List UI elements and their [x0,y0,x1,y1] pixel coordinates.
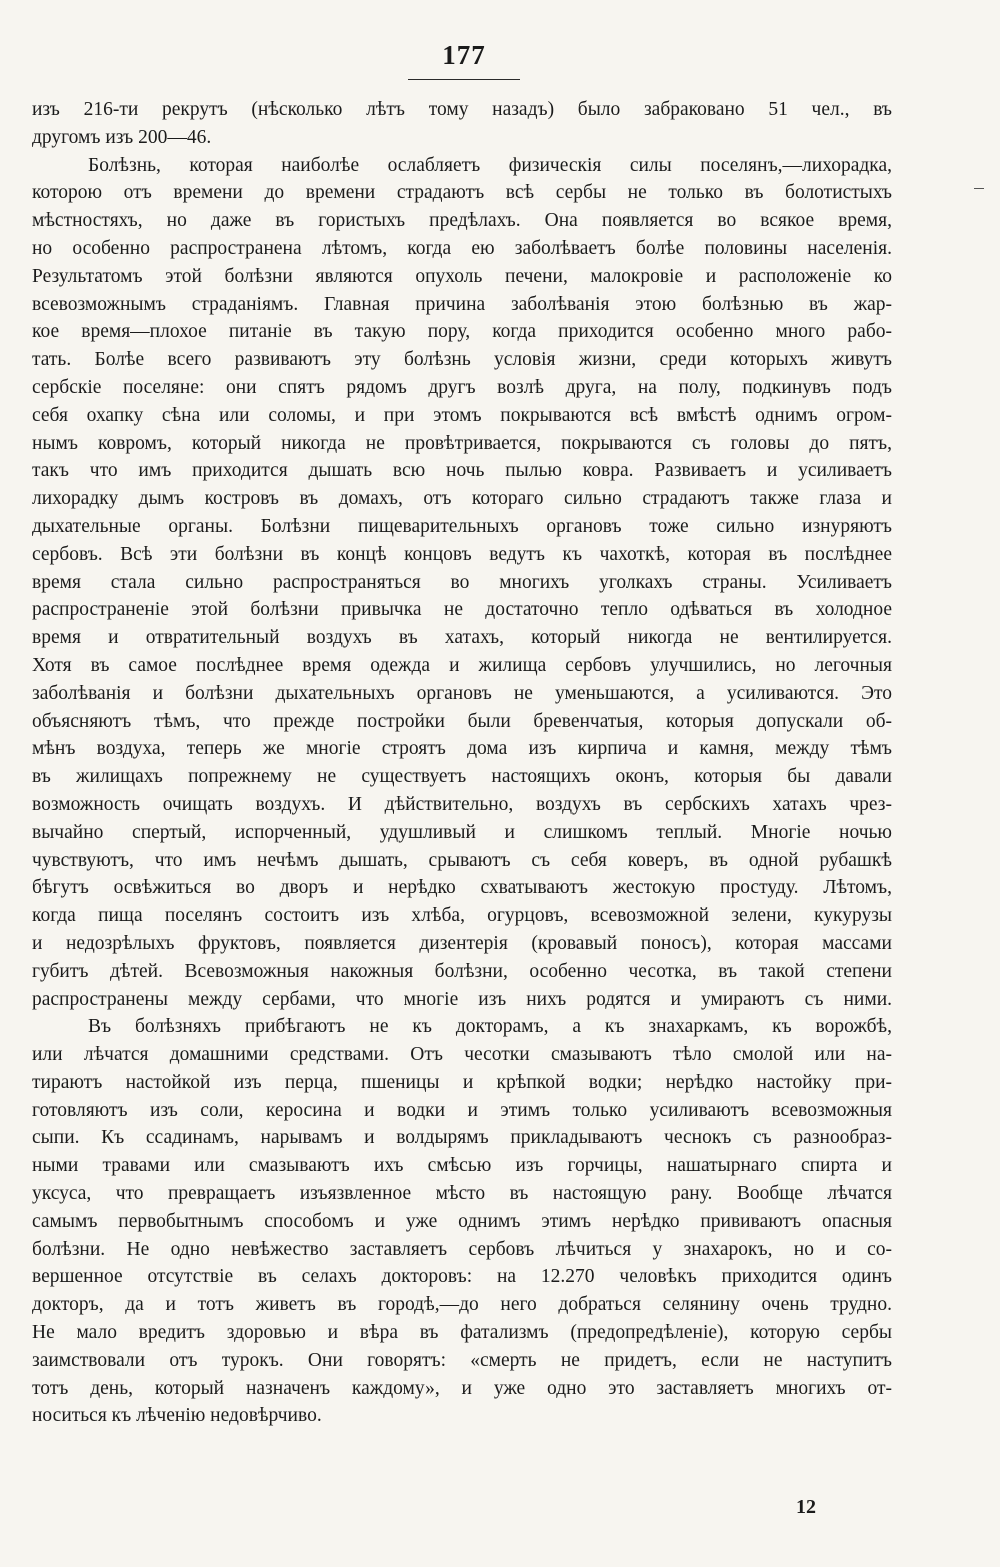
text-line: носиться къ лѣченію недовѣрчиво. [32,1405,322,1427]
text-line: Болѣзнь, которая наиболѣе ослабляетъ физическія силы поселянъ,—лихорадка, [88,154,892,176]
text-line: самымъ первобытнымъ способомъ и уже однимъ этимъ нерѣдко прививаютъ опасныя [32,1210,892,1232]
text-line: себя охапку сѣна или соломы, и при этомъ покрываются всѣ вмѣстѣ однимъ огром- [32,404,892,426]
text-line: тотъ день, который назначенъ каждому», и уже одно это заставляетъ многихъ от- [32,1377,892,1399]
text-line: время стала сильно распространяться во многихъ уголкахъ страны. Усиливаетъ [32,571,892,593]
text-line: дыхательные органы. Болѣзни пищеварительныхъ органовъ тоже сильно изнуряютъ [32,515,892,537]
signature-mark: 12 [796,1496,816,1518]
text-line: сербскіе поселяне: они спятъ рядомъ другъ возлѣ друга, на полу, подкинувъ подъ [32,376,892,398]
text-line: или лѣчатся домашними средствами. Отъ чесотки смазываютъ тѣло смолой или на- [32,1044,892,1066]
text-line: Результатомъ этой болѣзни являются опухоль печени, малокровіе и расположеніе ко [32,265,892,287]
text-line: объясняютъ тѣмъ, что прежде постройки были бревенчатыя, которыя допускали об- [32,710,892,732]
text-line: ными травами или смазываютъ ихъ смѣсью изъ горчицы, нашатырнаго спирта и [32,1155,892,1177]
text-line: которою отъ времени до времени страдаютъ всѣ сербы не только въ болотистыхъ [32,182,892,204]
text-line: мѣнъ воздуха, теперь же многіе строятъ дома изъ кирпича и камня, между тѣмъ [32,738,892,760]
text-line: болѣзни. Не одно невѣжество заставляетъ сербовъ лѣчиться у знахарокъ, но и со- [32,1238,892,1260]
text-line: бѣгутъ освѣжиться во дворъ и нерѣдко схватываютъ жестокую простуду. Лѣтомъ, [32,877,892,899]
text-line: другомъ изъ 200—46. [32,126,212,148]
text-line: въ жилищахъ попрежнему не существуетъ настоящихъ оконъ, которыя бы давали [32,766,892,788]
text-line: губитъ дѣтей. Всевозможныя накожныя болѣзни, особенно чесотка, въ такой степени [32,960,892,982]
text-line: возможность очищать воздухъ. И дѣйствительно, воздухъ въ сербскихъ хатахъ чрез- [32,793,892,815]
text-line: лихорадку дымъ костровъ въ домахъ, отъ котораго сильно страдаютъ также глаза и [32,488,892,510]
text-line: Хотя въ самое послѣднее время одежда и жилища сербовъ улучшились, но легочныя [32,654,892,676]
text-line: вычайно спертый, испорченный, удушливый и слишкомъ теплый. Многіе ночью [32,821,892,843]
text-line: тать. Болѣе всего развиваютъ эту болѣзнь условія жизни, среди которыхъ живутъ [32,349,892,371]
text-line: изъ 216-ти рекрутъ (нѣсколько лѣтъ тому назадъ) было забраковано 51 чел., въ [32,99,892,120]
text-line: уксуса, что превращаетъ изъязвленное мѣсто въ настоящую рану. Вообще лѣчатся [32,1183,892,1205]
text-line: нымъ ковромъ, который никогда не провѣтривается, покрываются съ головы до пятъ, [32,432,892,454]
page-number: 177 [442,40,486,70]
text-line: вершенное отсутствіе въ селахъ докторовъ: на 12.270 человѣкъ приходится одинъ [32,1266,892,1288]
text-line: кое время—плохое питаніе въ такую пору, когда приходится особенно много рабо- [32,321,892,343]
text-line: но особенно распространена лѣтомъ, когда ею заболѣваетъ болѣе половины населенія. [32,237,892,259]
text-line: всевозможнымъ страданіямъ. Главная причина заболѣванія этою болѣзнью въ жар- [32,293,892,315]
text-line: сыпи. Къ ссадинамъ, нарывамъ и волдырямъ прикладываютъ чеснокъ съ разнообраз- [32,1127,892,1149]
text-line: докторъ, да и тотъ живетъ въ городѣ,—до него добраться селянину очень трудно. [32,1294,892,1316]
text-line: Не мало вредитъ здоровью и вѣра въ фатализмъ (предопредѣленіе), которую сербы [32,1322,892,1344]
header-rule [408,79,520,80]
margin-mark [974,188,984,189]
text-line: заимствовали отъ турокъ. Они говорятъ: «смерть не придетъ, если не наступитъ [32,1349,892,1371]
text-line: распространены между сербами, что многіе изъ нихъ родятся и умираютъ съ ними. [32,988,892,1010]
text-line: время и отвратительный воздухъ въ хатахъ, который никогда не вентилируется. [32,627,892,649]
text-line: тираютъ настойкой изъ перца, пшеницы и крѣпкой водки; нерѣдко настойку при- [32,1071,892,1093]
text-line: готовляютъ изъ соли, керосина и водки и этимъ только усиливаютъ всевозможныя [32,1099,892,1121]
text-line: и недозрѣлыхъ фруктовъ, появляется дизентерія (кровавый поносъ), которая массами [32,932,892,954]
text-line: сербовъ. Всѣ эти болѣзни въ концѣ концовъ ведутъ къ чахоткѣ, которая въ послѣднее [32,543,892,565]
body-text [32,96,892,1430]
text-line: распространеніе этой болѣзни привычка не достаточно тепло одѣваться въ холодное [32,599,892,621]
text-line: когда пища поселянъ состоитъ изъ хлѣба, огурцовъ, всевозможной зелени, кукурузы [32,905,892,927]
text-line: такъ что имъ приходится дышать всю ночь пылью ковра. Развиваетъ и усиливаетъ [32,460,892,482]
text-line: Въ болѣзняхъ прибѣгаютъ не къ докторамъ, а къ знахаркамъ, къ ворожбѣ, [88,1016,892,1038]
text-line: чувствуютъ, что имъ нечѣмъ дышать, срываютъ съ себя коверъ, въ одной рубашкѣ [32,849,892,871]
text-line: мѣстностяхъ, но даже въ гористыхъ предѣлахъ. Она появляется во всякое время, [32,210,892,232]
text-line: заболѣванія и болѣзни дыхательныхъ органовъ не уменьшаются, а усиливаются. Это [32,682,892,704]
